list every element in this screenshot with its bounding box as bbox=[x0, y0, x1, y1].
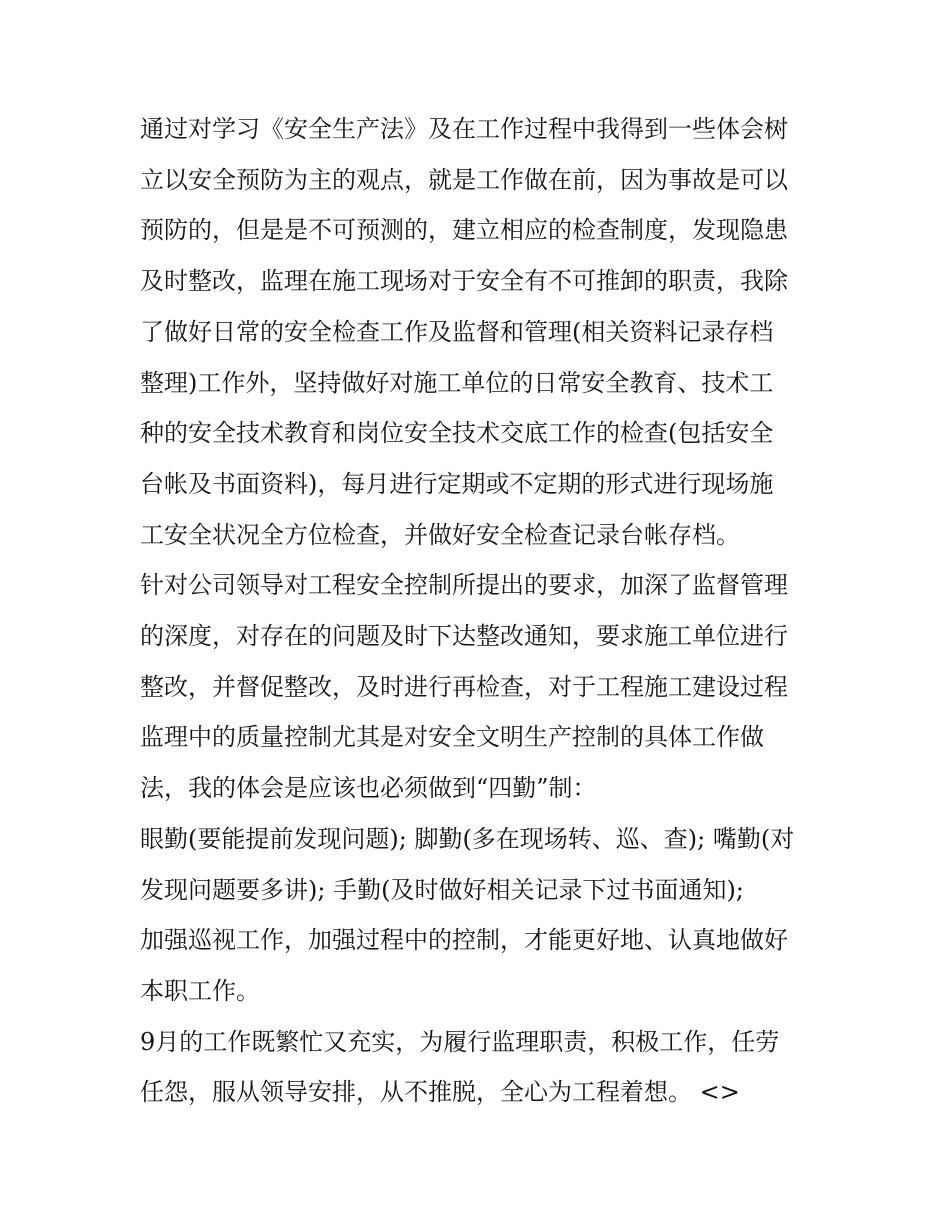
paragraph-supervision-depth bbox=[140, 560, 820, 814]
text-line: 眼勤(要能提前发现问题); 脚勤(多在现场转、巡、查); 嘴勤(对 bbox=[140, 824, 795, 853]
text-line: 台帐及书面资料)，每月进行定期或不定期的形式进行现场施 bbox=[140, 469, 774, 498]
text-line: 立以安全预防为主的观点，就是工作做在前，因为事故是可以 bbox=[140, 165, 788, 194]
text-line: 整改，并督促整改，及时进行再检查，对于工程施工建设过程 bbox=[140, 672, 788, 701]
paragraph-four-diligences bbox=[140, 814, 820, 915]
text-line: 本职工作。 bbox=[140, 976, 260, 1005]
text-line: 任怨，服从领导安排，从不推脱，全心为工程着想。 <> bbox=[140, 1078, 740, 1107]
text-line: 工安全状况全方位检查，并做好安全检查记录台帐存档。 bbox=[140, 520, 740, 549]
text-line: 法，我的体会是应该也必须做到“四勤”制： bbox=[140, 774, 597, 803]
text-line: 发现问题要多讲); 手勤(及时做好相关记录下过书面通知); bbox=[140, 875, 744, 904]
text-line: 通过对学习《安全生产法》及在工作过程中我得到一些体会树 bbox=[140, 115, 788, 143]
text-line: 预防的，但是是不可预测的，建立相应的检查制度，发现隐患 bbox=[140, 216, 788, 245]
document-body bbox=[140, 104, 820, 1118]
text-line: 种的安全技术教育和岗位安全技术交底工作的检查(包括安全 bbox=[140, 419, 774, 448]
paragraph-safety-law bbox=[140, 104, 820, 560]
text-line: 9月的工作既繁忙又充实，为履行监理职责，积极工作，任劳 bbox=[140, 1027, 780, 1056]
paragraph-september-summary bbox=[140, 1017, 820, 1118]
text-line: 监理中的质量控制尤其是对安全文明生产控制的具体工作做 bbox=[140, 723, 764, 752]
text-line: 了做好日常的安全检查工作及监督和管理(相关资料记录存档 bbox=[140, 317, 774, 346]
text-line: 整理)工作外，坚持做好对施工单位的日常安全教育、技术工 bbox=[140, 368, 774, 397]
text-line: 针对公司领导对工程安全控制所提出的要求，加深了监督管理 bbox=[140, 571, 788, 600]
text-line: 加强巡视工作，加强过程中的控制，才能更好地、认真地做好 bbox=[140, 926, 788, 955]
text-line: 及时整改，监理在施工现场对于安全有不可推卸的职责，我除 bbox=[140, 267, 788, 296]
paragraph-inspection bbox=[140, 915, 820, 1016]
text-line: 的深度，对存在的问题及时下达整改通知，要求施工单位进行 bbox=[140, 622, 788, 651]
